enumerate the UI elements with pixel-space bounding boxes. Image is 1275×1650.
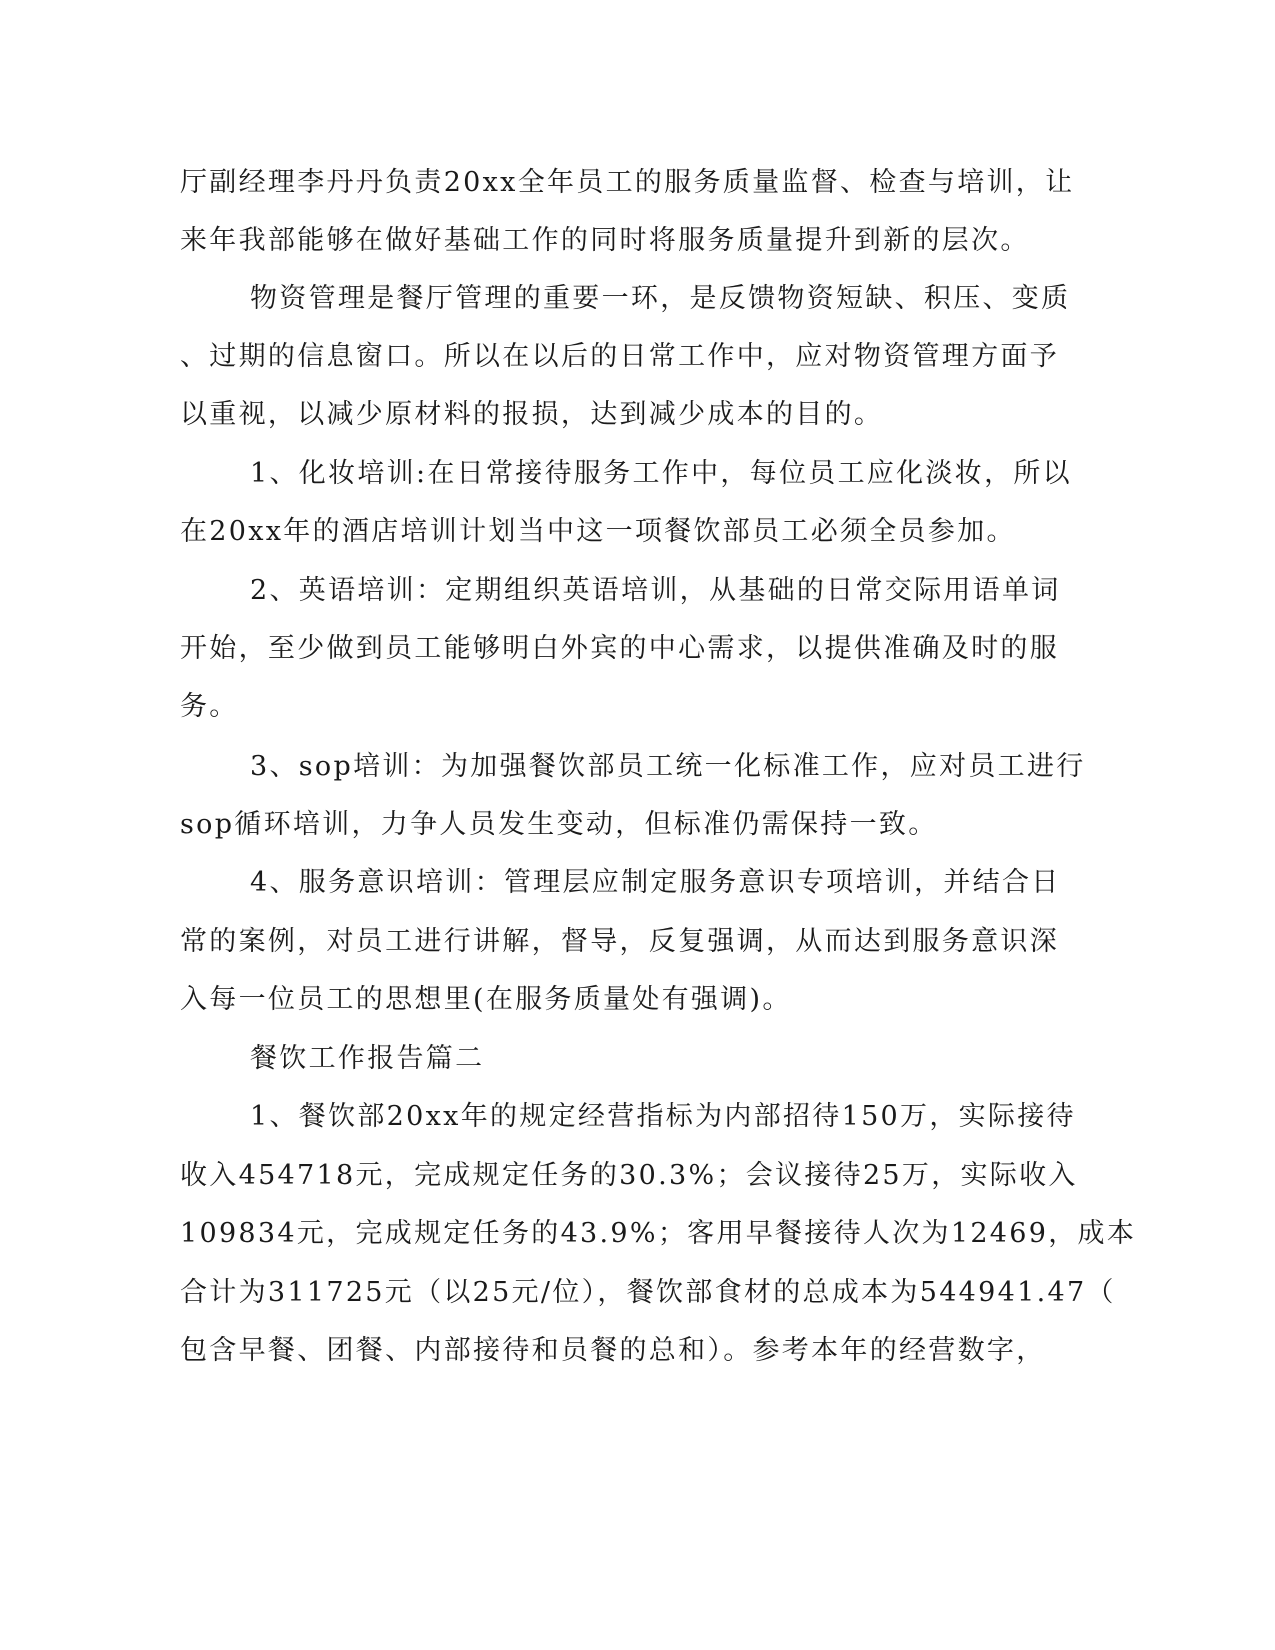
text-line: 4、服务意识培训：管理层应制定服务意识专项培训，并结合日 xyxy=(250,867,1061,898)
text-line: 、过期的信息窗口。所以在以后的日常工作中，应对物资管理方面予 xyxy=(180,341,1059,372)
text-line: 在20xx年的酒店培训计划当中这一项餐饮部员工必须全员参加。 xyxy=(180,516,1016,547)
text-line: 2、英语培训：定期组织英语培训，从基础的日常交际用语单词 xyxy=(250,575,1061,606)
text-line: 厅副经理李丹丹负责20xx全年员工的服务质量监督、检查与培训，让 xyxy=(180,167,1075,198)
text-line: 常的案例，对员工进行讲解，督导，反复强调，从而达到服务意识深 xyxy=(180,926,1059,957)
text-line: sop循环培训，力争人员发生变动，但标准仍需保持一致。 xyxy=(180,809,938,840)
text-line: 1、餐饮部20xx年的规定经营指标为内部招待150万，实际接待 xyxy=(250,1101,1076,1132)
text-line: 来年我部能够在做好基础工作的同时将服务质量提升到新的层次。 xyxy=(180,225,1030,256)
text-line: 物资管理是餐厅管理的重要一环，是反馈物资短缺、积压、变质 xyxy=(250,283,1071,314)
section-heading: 餐饮工作报告篇二 xyxy=(250,1043,485,1074)
text-line: 务。 xyxy=(180,691,239,722)
text-line: 3、sop培训：为加强餐饮部员工统一化标准工作，应对员工进行 xyxy=(250,751,1086,782)
text-line: 收入454718元，完成规定任务的30.3%；会议接待25万，实际收入 xyxy=(180,1160,1078,1191)
text-line: 以重视，以减少原材料的报损，达到减少成本的目的。 xyxy=(180,399,884,430)
text-line: 1、化妆培训:在日常接待服务工作中，每位员工应化淡妆，所以 xyxy=(250,458,1072,489)
text-line: 合计为311725元（以25元/位），餐饮部食材的总成本为544941.47（ xyxy=(180,1277,1116,1308)
text-line: 109834元，完成规定任务的43.9%；客用早餐接待人次为12469，成本 xyxy=(180,1218,1137,1249)
text-line: 入每一位员工的思想里(在服务质量处有强调)。 xyxy=(180,984,792,1015)
text-line: 开始，至少做到员工能够明白外宾的中心需求，以提供准确及时的服 xyxy=(180,633,1059,664)
text-line: 包含早餐、团餐、内部接待和员餐的总和）。参考本年的经营数字， xyxy=(180,1335,1046,1366)
